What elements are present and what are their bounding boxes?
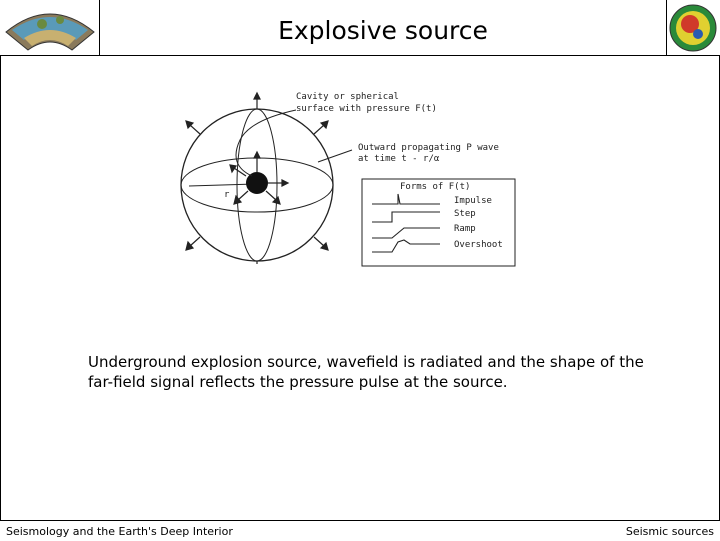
- frame-left: [0, 56, 1, 520]
- radius-line: [189, 184, 256, 186]
- pulse-forms-title: Forms of F(t): [400, 182, 471, 192]
- cavity-leader: [236, 110, 296, 176]
- cavity: [246, 172, 268, 194]
- slide-header: [0, 0, 720, 56]
- pulse-form-impulse: Impulse: [454, 196, 492, 206]
- pulse-form-overshoot: Overshoot: [454, 240, 503, 250]
- pulse-form-ramp: Ramp: [454, 224, 476, 234]
- pulse-form-step: Step: [454, 209, 476, 219]
- footer-course-title: Seismology and the Earth's Deep Interior: [6, 525, 233, 538]
- radius-label: r: [224, 190, 230, 200]
- pulse-waveforms: [372, 194, 440, 252]
- wave-leader: [318, 150, 352, 162]
- wave-label-line2: at time t - r/α: [358, 154, 440, 164]
- earth-cross-section-logo: [2, 2, 98, 54]
- wave-label-line1: Outward propagating P wave: [358, 143, 499, 153]
- cavity-label-line2: surface with pressure F(t): [296, 104, 437, 114]
- footer-section-title: Seismic sources: [625, 525, 714, 538]
- cavity-label-line1: Cavity or spherical: [296, 92, 399, 102]
- header-divider-right: [666, 0, 667, 56]
- page-title: Explosive source: [278, 16, 488, 45]
- tomography-globe-logo: [668, 2, 718, 54]
- caption-line-1: Underground explosion source, wavefield is radiated and the shape of the: [88, 353, 644, 371]
- explosive-source-diagram: [170, 85, 520, 270]
- figure-caption: [88, 352, 668, 392]
- header-rule: [0, 55, 720, 56]
- caption-line-2: far-field signal reflects the pressure pulse at the source.: [88, 373, 508, 391]
